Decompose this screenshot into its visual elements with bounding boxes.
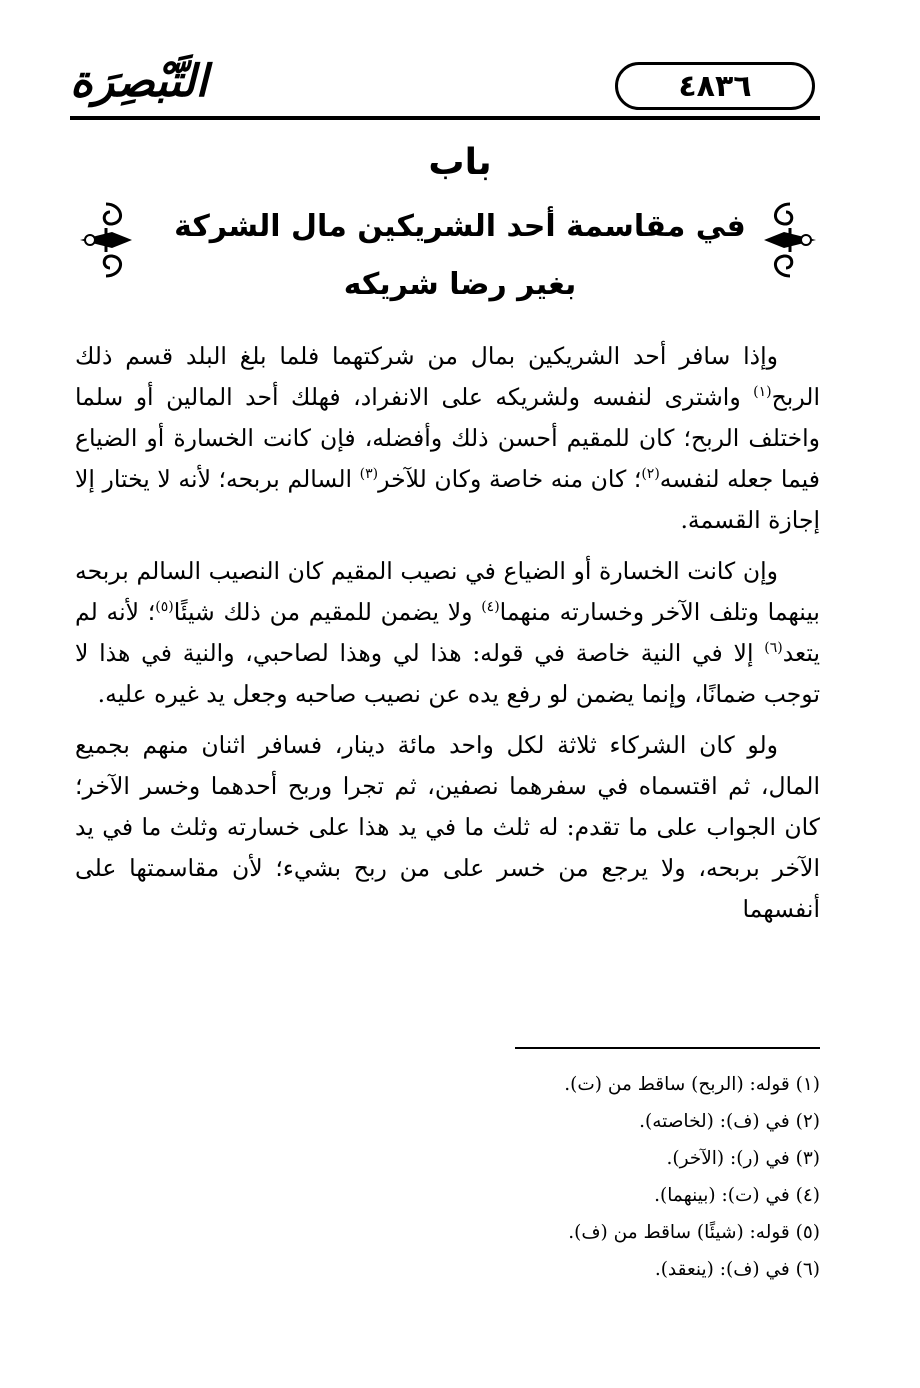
footnote-item: (١) قوله: (الربح) ساقط من (ت). — [564, 1074, 820, 1095]
paragraph-3: ولو كان الشركاء ثلاثة لكل واحد مائة دينار، فسافر اثنان منهم بجميع المال، ثم اقتسماه في سفرهما نصفين، ثم تجرا وربح أحدهما وخسر الآخر؛ كان الجواب على ما تقدم: له ثلث ما في يد هذا على خسارته وثلث ما في يد الآخر بربحه، ولا يرجع من خسر على من ربح بشيء؛ لأن مقاسمتها على أنفسهما — [75, 731, 820, 923]
header-rule — [70, 116, 820, 120]
ornament-right-icon — [760, 200, 820, 280]
footnote-item: (٣) في (ر): (الآخر). — [666, 1148, 820, 1169]
footnote-separator — [515, 1047, 820, 1049]
main-text — [75, 336, 820, 940]
footnotes-list — [75, 1066, 820, 1288]
paragraph-2: وإن كانت الخسارة أو الضياع في نصيب المقيم كان النصيب السالم بربحه بينهما وتلف الآخر وخسارته منهما$^{(٤)}$ ولا يضمن للمقيم من ذلك شيئًا$^{(٥)}$؛ لأنه لم يتعد$^{(٦)}$ إلا في النية خاصة في قوله: هذا لي وهذا لصاحبي، والنية في هذا لا توجب ضمانًا، وإنما يضمن لو رفع يده عن نصيب صاحبه وجعل يد غيره عليه. — [75, 557, 820, 708]
footnote-ref-3: (٣) — [359, 466, 379, 483]
footnote-item: (٦) في (ف): (ينعقد). — [654, 1259, 820, 1280]
footnote-item: (٥) قوله: (شيئًا) ساقط من (ف). — [568, 1222, 820, 1243]
footnote-ref-1: (١) — [753, 384, 772, 401]
chapter-title — [160, 198, 760, 314]
page-number: ٤٨٣٦ — [615, 62, 815, 110]
paragraph-1: وإذا سافر أحد الشريكين بمال من شركتهما فلما بلغ البلد قسم ذلك الربح$^{(١)}$ واشترى لنفسه ولشريكه على الانفراد، فهلك أحد المالين أو سلما واختلف الربح؛ كان للمقيم أحسن ذلك وأفضله، فإن كانت الخسارة أو الضياع فيما جعله لنفسه$^{(٢)}$؛ كان منه خاصة وكان للآخر$^{(٣)}$ السالم بربحه؛ لأنه لا يختار إلا إجازة القسمة. — [75, 342, 821, 534]
chapter-label: باب — [428, 142, 492, 183]
ornament-left-icon — [76, 200, 136, 280]
footnote-ref-2: (٢) — [641, 466, 660, 483]
footnote-ref-5: (٥) — [155, 599, 174, 616]
footnote-ref-4: (٤) — [481, 599, 500, 616]
footnote-ref-6: (٦) — [764, 640, 783, 657]
footnote-item: (٤) في (ت): (بينهما). — [654, 1185, 820, 1206]
chapter-title-line-1: في مقاسمة أحد الشريكين مال الشركة — [174, 209, 746, 244]
chapter-title-line-2: بغير رضا شريكه — [343, 267, 577, 302]
book-title-logo: التَّبْصِرَة — [70, 56, 208, 107]
footnote-item: (٢) في (ف): (لخاصته). — [639, 1111, 820, 1132]
